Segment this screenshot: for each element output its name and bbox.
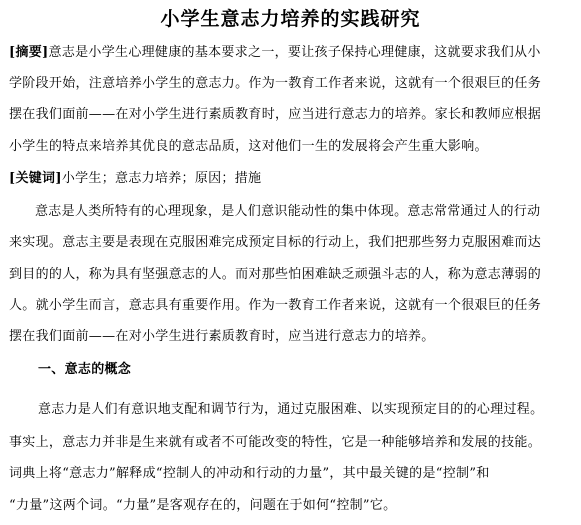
intro-line-5: 摆在我们面前——在对小学生进行素质教育时，应当进行意志力的培养。 [9, 329, 435, 344]
abstract-line-4: 小学生的特点来培养其优良的意志品质，这对他们一生的发展将会产生重大影响。 [9, 139, 488, 154]
abstract-text: 意志是小学生心理健康的基本要求之一，要让孩子保持心理健康，这就要求我们从小 [48, 45, 541, 60]
intro-line-4: 人。就小学生而言，意志具有重要作用。作为一教育工作者来说，这就有一个很艰巨的任务 [9, 298, 542, 313]
intro-line-2: 来实现。意志主要是表现在克服困难完成预定目标的行动上，我们把那些努力克服困难而达 [9, 235, 542, 250]
intro-line-1: 意志是人类所特有的心理现象，是人们意识能动性的集中体现。意志常常通过人的行动 [35, 204, 541, 219]
keywords-label: [关键词] [9, 171, 62, 186]
keywords-text: 小学生；意志力培养；原因；措施 [61, 171, 262, 186]
abstract-line-2: 学阶段开始，注意培养小学生的意志力。作为一教育工作者来说，这就有一个很艰巨的任务 [9, 76, 542, 91]
section-heading: 一、意志的概念 [38, 362, 132, 377]
section-line-3: 词典上将“意志力”解释成“控制人的冲动和行动的力量”，其中最关键的是“控制”和 [9, 466, 490, 481]
section-line-4: “力量”这两个词。“力量”是客观存在的，问题在于如何“控制”它。 [9, 498, 397, 513]
keywords-line [9, 170, 261, 188]
section-line-2: 事实上，意志力并非是生来就有或者不可能改变的特性，它是一种能够培养和发展的技能。 [9, 435, 542, 450]
abstract-label: [摘要] [9, 45, 49, 60]
abstract-line-3: 摆在我们面前——在对小学生进行素质教育时，应当进行意志力的培养。家长和教师应根据 [9, 107, 542, 122]
document-title: 小学生意志力培养的实践研究 [160, 8, 421, 30]
intro-line-3: 到目的的人，称为具有坚强意志的人。而对那些怕困难缺乏顽强斗志的人，称为意志薄弱的 [9, 267, 542, 282]
section-line-1: 意志力是人们有意识地支配和调节行为，通过克服困难、以实现预定目的的心理过程。 [38, 402, 544, 417]
abstract-line-1 [9, 44, 541, 62]
